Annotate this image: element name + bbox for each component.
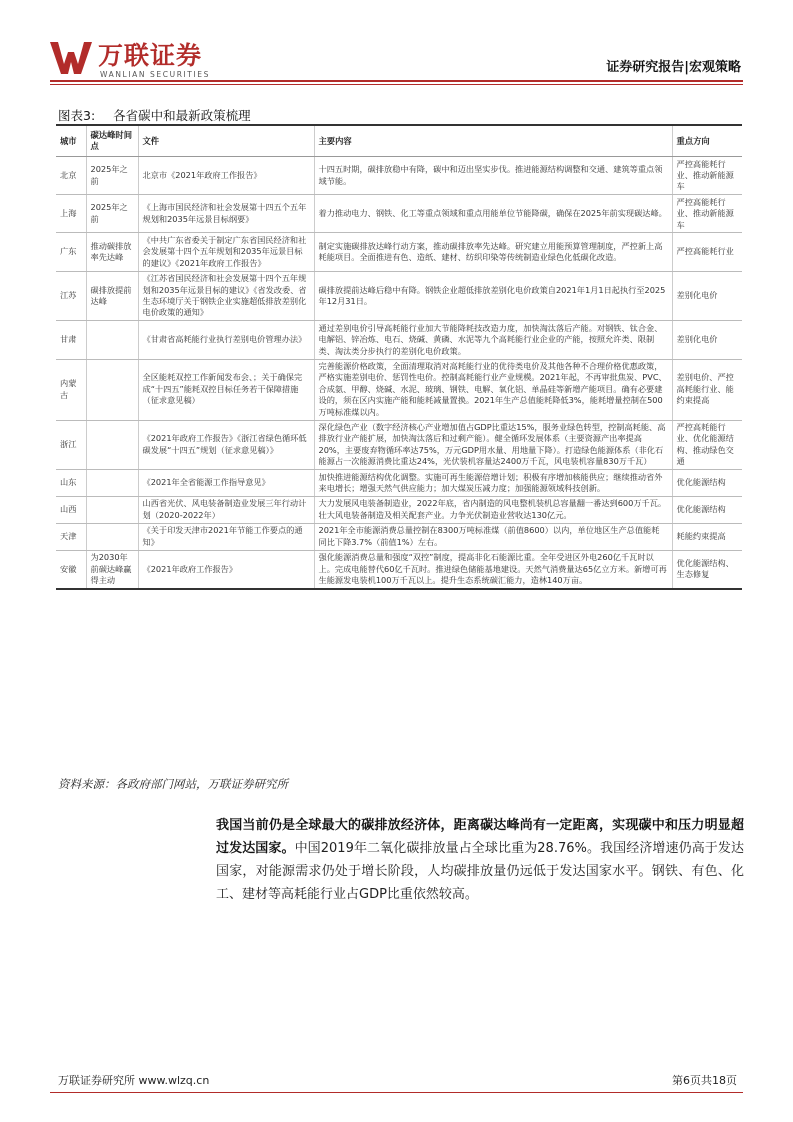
footer-site: 万联证券研究所 www.wlzq.cn xyxy=(58,1074,210,1087)
cell-document: 山西省光伏、风电装备制造业发展三年行动计划（2020-2022年） xyxy=(138,496,314,523)
table-row xyxy=(56,157,742,195)
cell-content: 2021年全市能源消费总量控制在8300万吨标准煤（前值8600）以内，单位地区生产总值能耗同比下降3.7%（前值1%）左右。 xyxy=(314,523,672,550)
header-divider-thin xyxy=(50,84,743,85)
cell-document: 《上海市国民经济和社会发展第十四五个五年规划和2035年远景目标纲要》 xyxy=(138,195,314,233)
table-row xyxy=(56,195,742,233)
cell-focus: 严控高耗能行业、优化能源结构、推动绿色交通 xyxy=(672,420,742,470)
paragraph-body: 中国2019年二氧化碳排放量占全球比重为28.76%。我国经济增速仍高于发达国家，对能源需求仍处于增长阶段，人均碳排放量仍远低于发达国家水平。钢铁、有色、化工、建材等高耗能行业占GDP比重依然较高。 xyxy=(216,841,744,902)
cell-content: 通过差别电价引导高耗能行业加大节能降耗技改造力度，加快淘汰落后产能。对钢铁、钛合金、电解铝、锌冶炼、电石、烧碱、黄磷、水泥等九个高耗能行业企业的产能，按照允许类、限制类、淘汰类分步执行的差别化电价政策。 xyxy=(314,321,672,359)
cell-content: 强化能源消费总量和强度“双控”制度，提高非化石能源比重。全年受进区外电260亿千瓦时以上。完成电能替代60亿千瓦时。推进绿色储能基地建设。天然气消费量达65亿立方米。新增可再生能源发电装机100万千瓦以上。提升生态系统碳汇能力，造林140万亩。 xyxy=(314,550,672,589)
cell-focus: 严控高能耗行业、推动新能源车 xyxy=(672,195,742,233)
column-header-document: 文件 xyxy=(138,125,314,157)
cell-city: 江苏 xyxy=(56,271,86,321)
cell-focus: 严控高能耗行业 xyxy=(672,233,742,271)
footer-divider xyxy=(50,1092,743,1093)
brand-name-en: WANLIAN SECURITIES xyxy=(100,70,211,79)
table-source-note: 资料来源：各政府部门网站，万联证券研究所 xyxy=(58,777,288,791)
cell-document: 《中共广东省委关于制定广东省国民经济和社会发展第十四个五年规划和2035年远景目标的建议》《2021年政府工作报告》 xyxy=(138,233,314,271)
table-row xyxy=(56,523,742,550)
table-header-row xyxy=(56,125,742,157)
cell-peak-time xyxy=(86,470,138,497)
cell-peak-time: 碳排放提前达峰 xyxy=(86,271,138,321)
cell-focus: 差别化电价 xyxy=(672,321,742,359)
cell-focus: 差别电价、严控高耗能行业、能约束提高 xyxy=(672,359,742,420)
table-row xyxy=(56,359,742,420)
cell-document: 北京市《2021年政府工作报告》 xyxy=(138,157,314,195)
body-paragraph xyxy=(216,814,744,906)
cell-content: 碳排放提前达峰后稳中有降。钢铁企业超低排放差别化电价政策自2021年1月1日起执行至2025年12月31日。 xyxy=(314,271,672,321)
cell-focus: 优化能源结构 xyxy=(672,470,742,497)
table-row xyxy=(56,271,742,321)
cell-city: 北京 xyxy=(56,157,86,195)
wanlian-logo-icon xyxy=(50,42,94,74)
paragraph-bold-lead: 我国当前仍是全球最大的碳排放经济体，距离碳达峰尚有一定距离，实现碳中和压力明显超过发达国家。 xyxy=(216,818,744,856)
cell-document: 《2021年全省能源工作指导意见》 xyxy=(138,470,314,497)
cell-city: 内蒙古 xyxy=(56,359,86,420)
cell-peak-time xyxy=(86,496,138,523)
cell-city: 上海 xyxy=(56,195,86,233)
table-row xyxy=(56,496,742,523)
cell-peak-time: 推动碳排放率先达峰 xyxy=(86,233,138,271)
cell-focus: 优化能源结构 xyxy=(672,496,742,523)
footer-page-number: 第6页共18页 xyxy=(672,1074,737,1087)
cell-content: 加快推进能源结构优化调整。实施可再生能源倍增计划；积极有序增加核能供应；继续推动省外来电增长；增强天然气供应能力；加大煤炭压减力度；加强能源领域科技创新。 xyxy=(314,470,672,497)
figure-title xyxy=(58,106,251,124)
cell-peak-time: 2025年之前 xyxy=(86,157,138,195)
cell-focus: 耗能约束提高 xyxy=(672,523,742,550)
cell-peak-time xyxy=(86,321,138,359)
column-header-city: 城市 xyxy=(56,125,86,157)
cell-peak-time: 2025年之前 xyxy=(86,195,138,233)
figure-number: 图表3: xyxy=(58,108,96,123)
cell-content: 制定实施碳排放达峰行动方案，推动碳排放率先达峰。研究建立用能预算管理制度，严控新上高耗能项目。全面推进有色、造纸、建材、纺织印染等传统制造业绿色化低碳化改造。 xyxy=(314,233,672,271)
cell-city: 山西 xyxy=(56,496,86,523)
report-type: 证券研究报告|宏观策略 xyxy=(606,60,741,75)
cell-city: 甘肃 xyxy=(56,321,86,359)
table-row xyxy=(56,420,742,470)
cell-city: 山东 xyxy=(56,470,86,497)
column-header-peak-time: 碳达峰时间点 xyxy=(86,125,138,157)
policy-table xyxy=(56,124,742,590)
cell-document: 《2021年政府工作报告》《浙江省绿色循环低碳发展“十四五”规划（征求意见稿）》 xyxy=(138,420,314,470)
table-body xyxy=(56,157,742,589)
cell-focus: 严控高能耗行业、推动新能源车 xyxy=(672,157,742,195)
table-row xyxy=(56,470,742,497)
cell-city: 浙江 xyxy=(56,420,86,470)
brand-name-cn: 万联证券 xyxy=(98,41,203,70)
table-row xyxy=(56,233,742,271)
column-header-content: 主要内容 xyxy=(314,125,672,157)
cell-city: 安徽 xyxy=(56,550,86,589)
cell-focus: 差别化电价 xyxy=(672,271,742,321)
cell-document: 《江苏省国民经济和社会发展第十四个五年规划和2035年远景目标的建议》《省发改委、省生态环境厅关于钢铁企业实施超低排放差别化电价政策的通知》 xyxy=(138,271,314,321)
header-divider xyxy=(50,80,743,82)
cell-focus: 优化能源结构、生态修复 xyxy=(672,550,742,589)
cell-document: 《甘肃省高耗能行业执行差别电价管理办法》 xyxy=(138,321,314,359)
column-header-focus: 重点方向 xyxy=(672,125,742,157)
cell-peak-time xyxy=(86,359,138,420)
cell-content: 着力推动电力、钢铁、化工等重点领域和重点用能单位节能降碳，确保在2025年前实现碳达峰。 xyxy=(314,195,672,233)
cell-peak-time xyxy=(86,523,138,550)
cell-peak-time xyxy=(86,420,138,470)
cell-content: 十四五时期，碳排放稳中有降，碳中和迈出坚实步伐。推进能源结构调整和交通、建筑等重点领域节能。 xyxy=(314,157,672,195)
cell-content: 完善能源价格政策，全面清理取消对高耗能行业的优待类电价及其他各种不合理价格优惠政策，严格实施差别电价、惩罚性电价。控制高耗能行业产业规模。2021年起，不再审批焦炭、PVC、合成氨、甲醇、烧碱、水泥、玻璃、钢铁、电解、氧化铝、单晶硅等新增产能项目。确有必要建设的，须在区内实施产能和能耗减量置换。2021年生产总值能耗降低3%，能耗增量控制在500万吨标准煤以内。 xyxy=(314,359,672,420)
cell-peak-time: 为2030年前碳达峰赢得主动 xyxy=(86,550,138,589)
cell-document: 《2021年政府工作报告》 xyxy=(138,550,314,589)
cell-city: 广东 xyxy=(56,233,86,271)
table-row xyxy=(56,550,742,589)
figure-title-text: 各省碳中和最新政策梳理 xyxy=(113,108,251,123)
cell-content: 深化绿色产业（数字经济核心产业增加值占GDP比重达15%，服务业绿色转型，控制高耗能、高排放行业产能扩展，加快淘汰落后和过剩产能）。健全循环发展体系（主要资源产出率提高20%，主要废弃物循环率达75%，万元GDP用水量、用地量下降）。打造绿色能源体系（非化石能源占一次能源消费比重达24%，光伏装机容量达2400万千瓦，风电装机容量830万千瓦） xyxy=(314,420,672,470)
cell-document: 《关于印发天津市2021年节能工作要点的通知》 xyxy=(138,523,314,550)
policy-table-wrapper xyxy=(56,124,742,590)
table-row xyxy=(56,321,742,359)
cell-document: 全区能耗双控工作新闻发布会、；关于确保完成“十四五”能耗双控目标任务若干保障措施（征求意见稿） xyxy=(138,359,314,420)
cell-city: 天津 xyxy=(56,523,86,550)
cell-content: 大力发展风电装备制造业，2022年底，省内制造的风电整机装机总容量翻一番达到600万千瓦。壮大风电装备制造及相关配套产业。力争光伏制造业营收达130亿元。 xyxy=(314,496,672,523)
